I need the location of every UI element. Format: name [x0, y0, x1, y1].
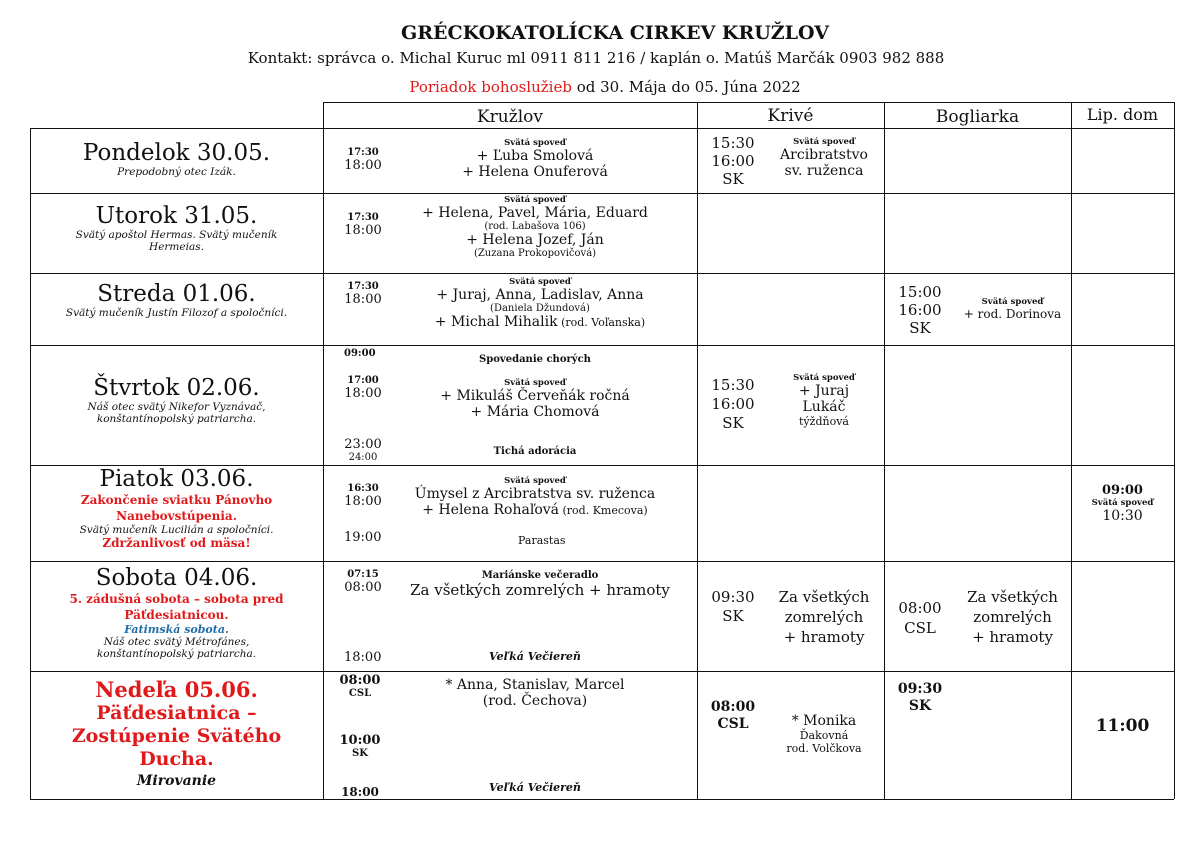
contact-line: Kontakt: správca o. Michal Kuruc ml 0911 811 216 / kaplán o. Matúš Marčák 0903 982 888	[247, 49, 945, 67]
day-wednesday	[30, 281, 323, 319]
kruzlov-sun-vespers: Veľká Večiereň	[489, 781, 581, 794]
kruzlov-thu-confession-sick: Spovedanie chorých	[479, 354, 591, 365]
kruzlov-sat-intentions: Mariánske večeradlo Za všetkých zomrelých + hramoty	[410, 570, 670, 599]
kruzlov-mon-intentions: Svätá spoveď + Ľuba Smolová + Helena Onuferová	[462, 138, 608, 180]
krive-thu-time: 15:30 16:00 SK	[711, 376, 755, 432]
kruzlov-sun-time-1: 08:00 CSL	[339, 673, 381, 699]
day-saint: Svätý mučeník Lucilián a spoločníci.	[79, 524, 274, 536]
day-saturday	[30, 565, 323, 660]
krive-sun-intentions: * Monika Ďakovná rod. Volčkova	[786, 713, 862, 755]
column-lipdom: Lip. dom	[1086, 105, 1159, 124]
day-note: Zdržanlivosť od mäsa!	[102, 536, 251, 550]
day-saint: Náš otec svätý Métrofánes, konštantínopolský patriarcha.	[96, 636, 257, 660]
kruzlov-wed-intentions: Svätá spoveď + Juraj, Anna, Ladislav, Anna (Daniela Džundová) + Michal Mihalik (rod. Voľanska)	[434, 277, 646, 330]
day-saint: Svätý apoštol Hermas. Svätý mučeník Hermeias.	[75, 229, 278, 253]
kruzlov-fri-time: 16:30 18:00	[344, 483, 382, 509]
bogliarka-sun-time: 09:30 SK	[897, 681, 943, 714]
kruzlov-sun-time-2: 10:00 SK	[339, 733, 381, 759]
schedule-dates: od 30. Mája do 05. Júna 2022	[571, 78, 801, 96]
day-monday	[30, 140, 323, 178]
bogliarka-wed-intentions: Svätá spoveď + rod. Dorinova	[963, 297, 1062, 321]
lipdom-sun: 11:00	[1095, 716, 1150, 736]
kruzlov-fri-parastas: Parastas	[518, 534, 566, 547]
kruzlov-thu-time: 17:00 18:00	[344, 375, 382, 401]
day-saint: Svätý mučeník Justín Filozof a spoločníci.	[65, 307, 288, 319]
day-saint: Prepodobný otec Izák.	[117, 166, 236, 178]
day-name: Piatok 03.06.	[99, 466, 254, 492]
day-thursday	[30, 375, 323, 425]
day-feast: Päťdesiatnica – Zostúpenie Svätého Ducha.	[71, 702, 282, 770]
kruzlov-fri-time-late: 19:00	[344, 530, 382, 545]
kruzlov-thu-time-0: 09:00	[344, 348, 376, 359]
day-friday	[30, 466, 323, 550]
day-tuesday	[30, 203, 323, 253]
day-name: Pondelok 30.05.	[82, 140, 271, 166]
schedule-period	[0, 78, 1200, 96]
krive-mon-time: 15:30 16:00 SK	[711, 134, 755, 188]
kruzlov-thu-time-late: 23:00 24:00	[344, 437, 382, 463]
kruzlov-sun-intentions: * Anna, Stanislav, Marcel (rod. Čechova)	[445, 677, 625, 709]
day-saint: Náš otec svätý Nikefor Vyznávač, konštantínopolský patriarcha.	[87, 401, 266, 425]
kruzlov-sun-time-3: 18:00	[341, 785, 379, 799]
kruzlov-fri-intentions: Svätá spoveď Úmysel z Arcibratstva sv. ruženca + Helena Rohaľová (rod. Kmecova)	[414, 476, 656, 518]
kruzlov-sat-vespers: Veľká Večiereň	[489, 650, 581, 663]
bogliarka-wed-time: 15:00 16:00 SK	[898, 283, 942, 337]
kruzlov-wed-time: 17:30 18:00	[344, 281, 382, 307]
day-sunday	[30, 677, 323, 789]
kruzlov-mon-time: 17:30 18:00	[344, 147, 382, 173]
day-name: Streda 01.06.	[97, 281, 256, 307]
kruzlov-tue-intentions: Svätá spoveď + Helena, Pavel, Mária, Eduard (rod. Labašova 106) + Helena Jozef, Ján (Zuzana Prokopovičová)	[422, 195, 648, 259]
bogliarka-sat-time: 08:00 CSL	[898, 599, 942, 637]
page-title: GRÉCKOKATOLÍCKA CIRKEV KRUŽLOV	[401, 22, 829, 44]
day-name: Nedeľa 05.06.	[95, 677, 258, 702]
day-feast: 5. zádušná sobota – sobota pred Päťdesiatnicou.	[69, 592, 284, 622]
day-name: Štvrtok 02.06.	[93, 375, 260, 401]
krive-sat-time: 09:30 SK	[711, 588, 755, 625]
krive-sun-time: 08:00 CSL	[710, 699, 756, 732]
column-kruzlov: Kružlov	[476, 107, 543, 127]
krive-sat-intentions: Za všetkých zomrelých + hramoty	[778, 588, 870, 646]
day-feast: Zakončenie sviatku Pánovho Nanebovstúpenia.	[80, 493, 273, 523]
column-krive: Krivé	[767, 106, 814, 126]
day-name: Sobota 04.06.	[95, 565, 258, 591]
kruzlov-sat-time-late: 18:00	[344, 650, 382, 665]
kruzlov-thu-intentions: Svätá spoveď + Mikuláš Červeňák ročná + Mária Chomová	[440, 378, 630, 420]
kruzlov-thu-adoration: Tichá adorácia	[493, 446, 577, 457]
bogliarka-sat-intentions: Za všetkých zomrelých + hramoty	[967, 588, 1058, 646]
kruzlov-sat-time: 07:15 08:00	[344, 569, 382, 595]
day-name: Utorok 31.05.	[95, 203, 258, 229]
schedule-label: Poriadok bohoslužieb	[409, 78, 572, 96]
lipdom-fri: 09:00 Svätá spoveď 10:30	[1091, 483, 1154, 524]
day-note: Mirovanie	[136, 773, 217, 789]
kruzlov-tue-time: 17:30 18:00	[344, 212, 382, 238]
krive-mon-intentions: Svätá spoveď Arcibratstvo sv. ruženca	[780, 137, 868, 179]
krive-thu-intentions: Svätá spoveď + Juraj Lukáč týždňová	[793, 373, 855, 428]
column-bogliarka: Bogliarka	[935, 107, 1020, 127]
day-fatima: Fatimská sobota.	[124, 623, 229, 636]
